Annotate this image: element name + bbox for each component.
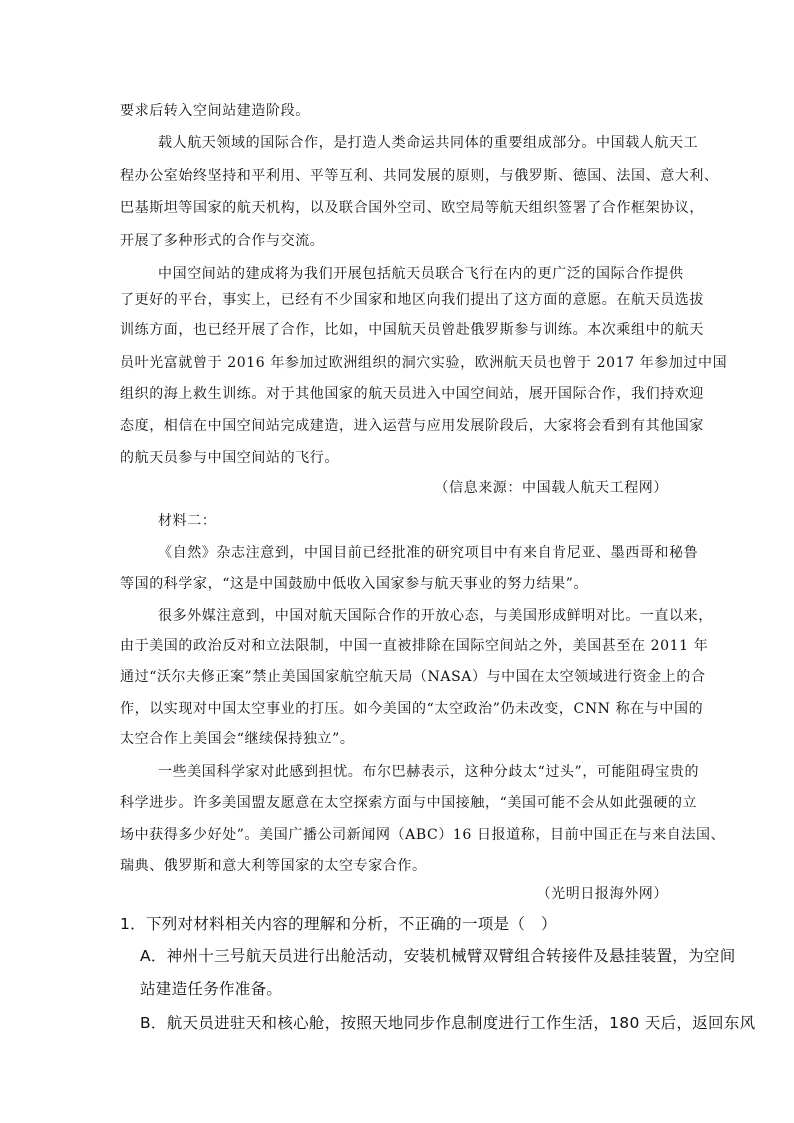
text-line: 训练方面，也已经开展了合作，比如，中国航天员曾赴俄罗斯参与训练。本次乘组中的航天 <box>120 322 704 338</box>
text-line: 态度，相信在中国空间站完成建造，进入运营与应用发展阶段后，大家将会看到有其他国家 <box>120 418 704 434</box>
text-line: 场中获得多少好处”。美国广播公司新闻网（ABC）16 日报道称，目前中国正在与来自法国、 <box>120 827 726 843</box>
text-line: 中国空间站的建成将为我们开展包括航天员联合飞行在内的更广泛的国际合作提供 <box>158 266 684 282</box>
text-line: 很多外媒注意到，中国对航天国际合作的开放心态，与美国形成鲜明对比。一直以来， <box>158 608 713 624</box>
text-line: 巴基斯坦等国家的航天机构，以及联合国外空司、欧空局等航天组织签署了合作框架协议， <box>120 200 704 216</box>
text-line: 由于美国的政治反对和立法限制，中国一直被排除在国际空间站之外，美国甚至在 2011 年 <box>120 638 709 654</box>
text-line: 《自然》杂志注意到，中国目前已经批准的研究项目中有来自肯尼亚、墨西哥和秘鲁 <box>158 545 699 561</box>
section-heading: 材料二： <box>158 513 217 529</box>
source-citation: （光明日报海外网） <box>536 886 668 902</box>
question-stem: 1．下列对材料相关内容的理解和分析，不正确的一项是（ ） <box>120 915 557 933</box>
text-line: 员叶光富就曾于 2016 年参加过欧洲组织的洞穴实验，欧洲航天员也曾于 2017 年参加过中国 <box>120 355 728 371</box>
option-b: B．航天员进驻天和核心舱，按照天地同步作息制度进行工作生活，180 天后，返回东风 <box>140 1014 756 1032</box>
text-line: 了更好的平台，事实上，已经有不少国家和地区向我们提出了这方面的意愿。在航天员选拔 <box>120 292 704 308</box>
option-a: A．神州十三号航天员进行出舱活动，安装机械臂双臂组合转接件及悬挂装置，为空间 <box>140 947 736 965</box>
text-line: 一些美国科学家对此感到担忧。布尔巴赫表示，这种分歧太“过头”，可能阻碍宝贵的 <box>158 764 700 780</box>
text-line: 科学进步。许多美国盟友愿意在太空探索方面与中国接触，“美国可能不会从如此强硬的立 <box>120 795 698 811</box>
text-line: 的航天员参与中国空间站的飞行。 <box>120 450 339 466</box>
text-line: 太空合作上美国会“继续保持独立”。 <box>120 731 355 747</box>
source-citation: （信息来源：中国载人航天工程网） <box>434 480 668 496</box>
text-line: 瑞典、俄罗斯和意大利等国家的太空专家合作。 <box>120 858 427 874</box>
text-line: 作，以实现对中国太空事业的打压。如今美国的“太空政治”仍未改变，CNN 称在与中国的 <box>120 701 704 717</box>
text-line: 组织的海上救生训练。对于其他国家的航天员进入中国空间站，展开国际合作，我们持欢迎 <box>120 386 704 402</box>
option-a-continued: 站建造任务作准备。 <box>140 980 283 998</box>
text-line: 载人航天领域的国际合作，是打造人类命运共同体的重要组成部分。中国载人航天工 <box>158 135 699 151</box>
text-line: 开展了多种形式的合作与交流。 <box>120 233 325 249</box>
text-line: 通过“沃尔夫修正案”禁止美国国家航空航天局（NASA）与中国在太空领域进行资金上的合 <box>120 669 706 685</box>
text-line: 要求后转入空间站建造阶段。 <box>120 103 310 119</box>
text-line: 等国的科学家，“这是中国鼓励中低收入国家参与航天事业的努力结果”。 <box>120 576 589 592</box>
text-line: 程办公室始终坚持和平利用、平等互利、共同发展的原则，与俄罗斯、德国、法国、意大利、 <box>120 168 719 184</box>
